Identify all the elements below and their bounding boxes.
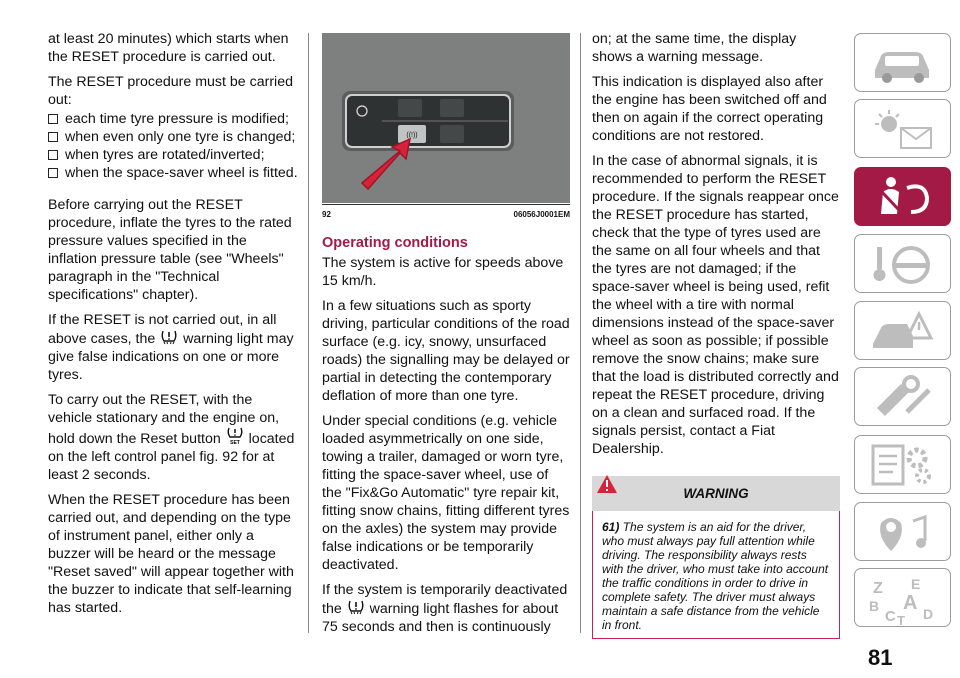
section-heading: Operating conditions [322, 235, 468, 251]
paragraph: If the system is temporarily deactivated the warning light flashes for about 75 seconds and then is continuously [322, 582, 568, 635]
paragraph: The RESET procedure must be carried out: [48, 74, 293, 108]
svg-text:SET: SET [229, 440, 240, 445]
dashboard-lights-icon [867, 106, 939, 152]
checkbox-bullet-icon [48, 114, 58, 124]
warning-triangle-icon [596, 474, 618, 494]
note-text: The system is an aid for the driver, who must always pay full attention while driving. The responsibility always rests with the driver, who must take into account the traffic conditions in order to drive in complete safety. The driver must always maintain a safe distance from the vehicle in front. [602, 520, 829, 632]
key-steering-wheel-icon [867, 241, 939, 287]
tab-dashboard-lights[interactable] [854, 99, 951, 158]
tab-multimedia[interactable] [854, 502, 951, 561]
paragraph: When the RESET procedure has been carried out, and depending on the type of instrument panel, either only a buzzer will be heard or the message "Reset saved" will appear together with the buzzer to indicate that self-learning has started. [48, 492, 294, 616]
warning-header [592, 476, 840, 511]
tab-technical-data[interactable] [854, 435, 951, 494]
checkbox-bullet-icon [48, 150, 58, 160]
control-panel-illustration [322, 33, 570, 203]
paragraph: In a few situations such as sporty driving, particular conditions of the road surface (e.g. icy, snowy, unsurfaced roads) the signalling may be delayed or partial in detecting the contemporary deflation of more than one tyre. [322, 298, 570, 404]
svg-text:Z: Z [873, 580, 883, 597]
tab-maintenance[interactable] [854, 367, 951, 426]
tyre-pressure-warning-icon [160, 329, 178, 345]
page-number: 81 [868, 645, 893, 670]
multimedia-icon [867, 509, 939, 555]
tab-index[interactable] [854, 568, 951, 627]
checkbox-bullet-icon [48, 132, 58, 142]
column-1 [48, 30, 298, 624]
svg-text:((!)): ((!)) [406, 132, 418, 139]
tyre-pressure-warning-icon [347, 599, 365, 615]
index-icon [867, 575, 939, 625]
figure-92-control-panel [322, 33, 570, 203]
column-2 [322, 33, 570, 643]
svg-text:E: E [911, 576, 921, 592]
checkbox-bullet-icon [48, 168, 58, 178]
tab-car[interactable] [854, 33, 951, 92]
paragraph: In the case of abnormal signals, it is recommended to perform the RESET procedure. If the signals reappear once the RESET procedure has started, check that the type of tyres used are the same on all four wheels and that the tyres are not damaged; if the space-saver wheel is being used, refit the wheel with a tire with normal dimensions instead of the space-saver wheel as soon as possible; if possible remove the snow chains; make sure that the load is distributed correctly and repeat the RESET procedure, driving on a clean and surfaced road. If the signals persist, contact a Fiat Dealership. [592, 153, 839, 457]
figure-caption [322, 204, 570, 224]
column-3 [592, 30, 840, 639]
list-item: when the space-saver wheel is fitted. [48, 164, 298, 182]
paragraph: Before carrying out the RESET procedure, inflate the tyres to the rated pressure values specified in the inflation pressure table (see "Wheels" paragraph in the "Technical specifications" chapter). [48, 197, 292, 303]
reset-conditions-list [48, 110, 298, 182]
svg-text:D: D [923, 606, 934, 622]
paragraph: at least 20 minutes) which starts when the RESET procedure is carried out. [48, 31, 289, 65]
tab-starting-driving[interactable] [854, 234, 951, 293]
breakdown-warning-icon [867, 308, 939, 354]
list-item: when even only one tyre is changed; [48, 128, 298, 146]
paragraph: To carry out the RESET, with the vehicle stationary and the engine on, hold down the Reset button SET located on the left control panel fig. 92 for at least 2 seconds. [48, 392, 295, 483]
warning-note [592, 511, 840, 639]
paragraph: on; at the same time, the display shows a warning message. [592, 31, 797, 65]
svg-text:C: C [885, 608, 896, 625]
car-icon [867, 40, 939, 86]
svg-text:A: A [903, 592, 918, 614]
list-item: when tyres are rotated/inverted; [48, 146, 298, 164]
paragraph: Under special conditions (e.g. vehicle loaded asymmetrically on one side, towing a trailer, damaged or worn tyre, fitting the space-saver wheel, use of the "Fix&Go Automatic" tyre repair kit, fitting snow chains, fitting different tyres on the axles) the system may provide false indications or be temporarily deactivated. [322, 413, 570, 573]
tab-safety[interactable] [854, 167, 951, 226]
column-divider [308, 33, 309, 633]
technical-data-icon [867, 442, 939, 488]
paragraph: The system is active for speeds above 15 km/h. [322, 255, 564, 289]
column-divider [580, 33, 581, 633]
reset-button-icon [226, 427, 244, 445]
paragraph: If the RESET is not carried out, in all above cases, the warning light may give false indications on one or more tyres. [48, 312, 294, 383]
tab-emergency[interactable] [854, 301, 951, 360]
figure-number: 92 [322, 210, 331, 219]
seatbelt-airbag-icon [867, 174, 939, 220]
figure-code: 06056J0001EM [513, 210, 570, 219]
list-item: each time tyre pressure is modified; [48, 110, 298, 128]
note-number: 61) [602, 520, 620, 534]
warning-title: WARNING [683, 486, 749, 501]
svg-text:T: T [897, 613, 905, 625]
service-maintenance-icon [867, 374, 939, 420]
paragraph: This indication is displayed also after the engine has been switched off and then on again if the correct operating conditions are not restored. [592, 74, 827, 144]
svg-text:B: B [869, 598, 880, 614]
